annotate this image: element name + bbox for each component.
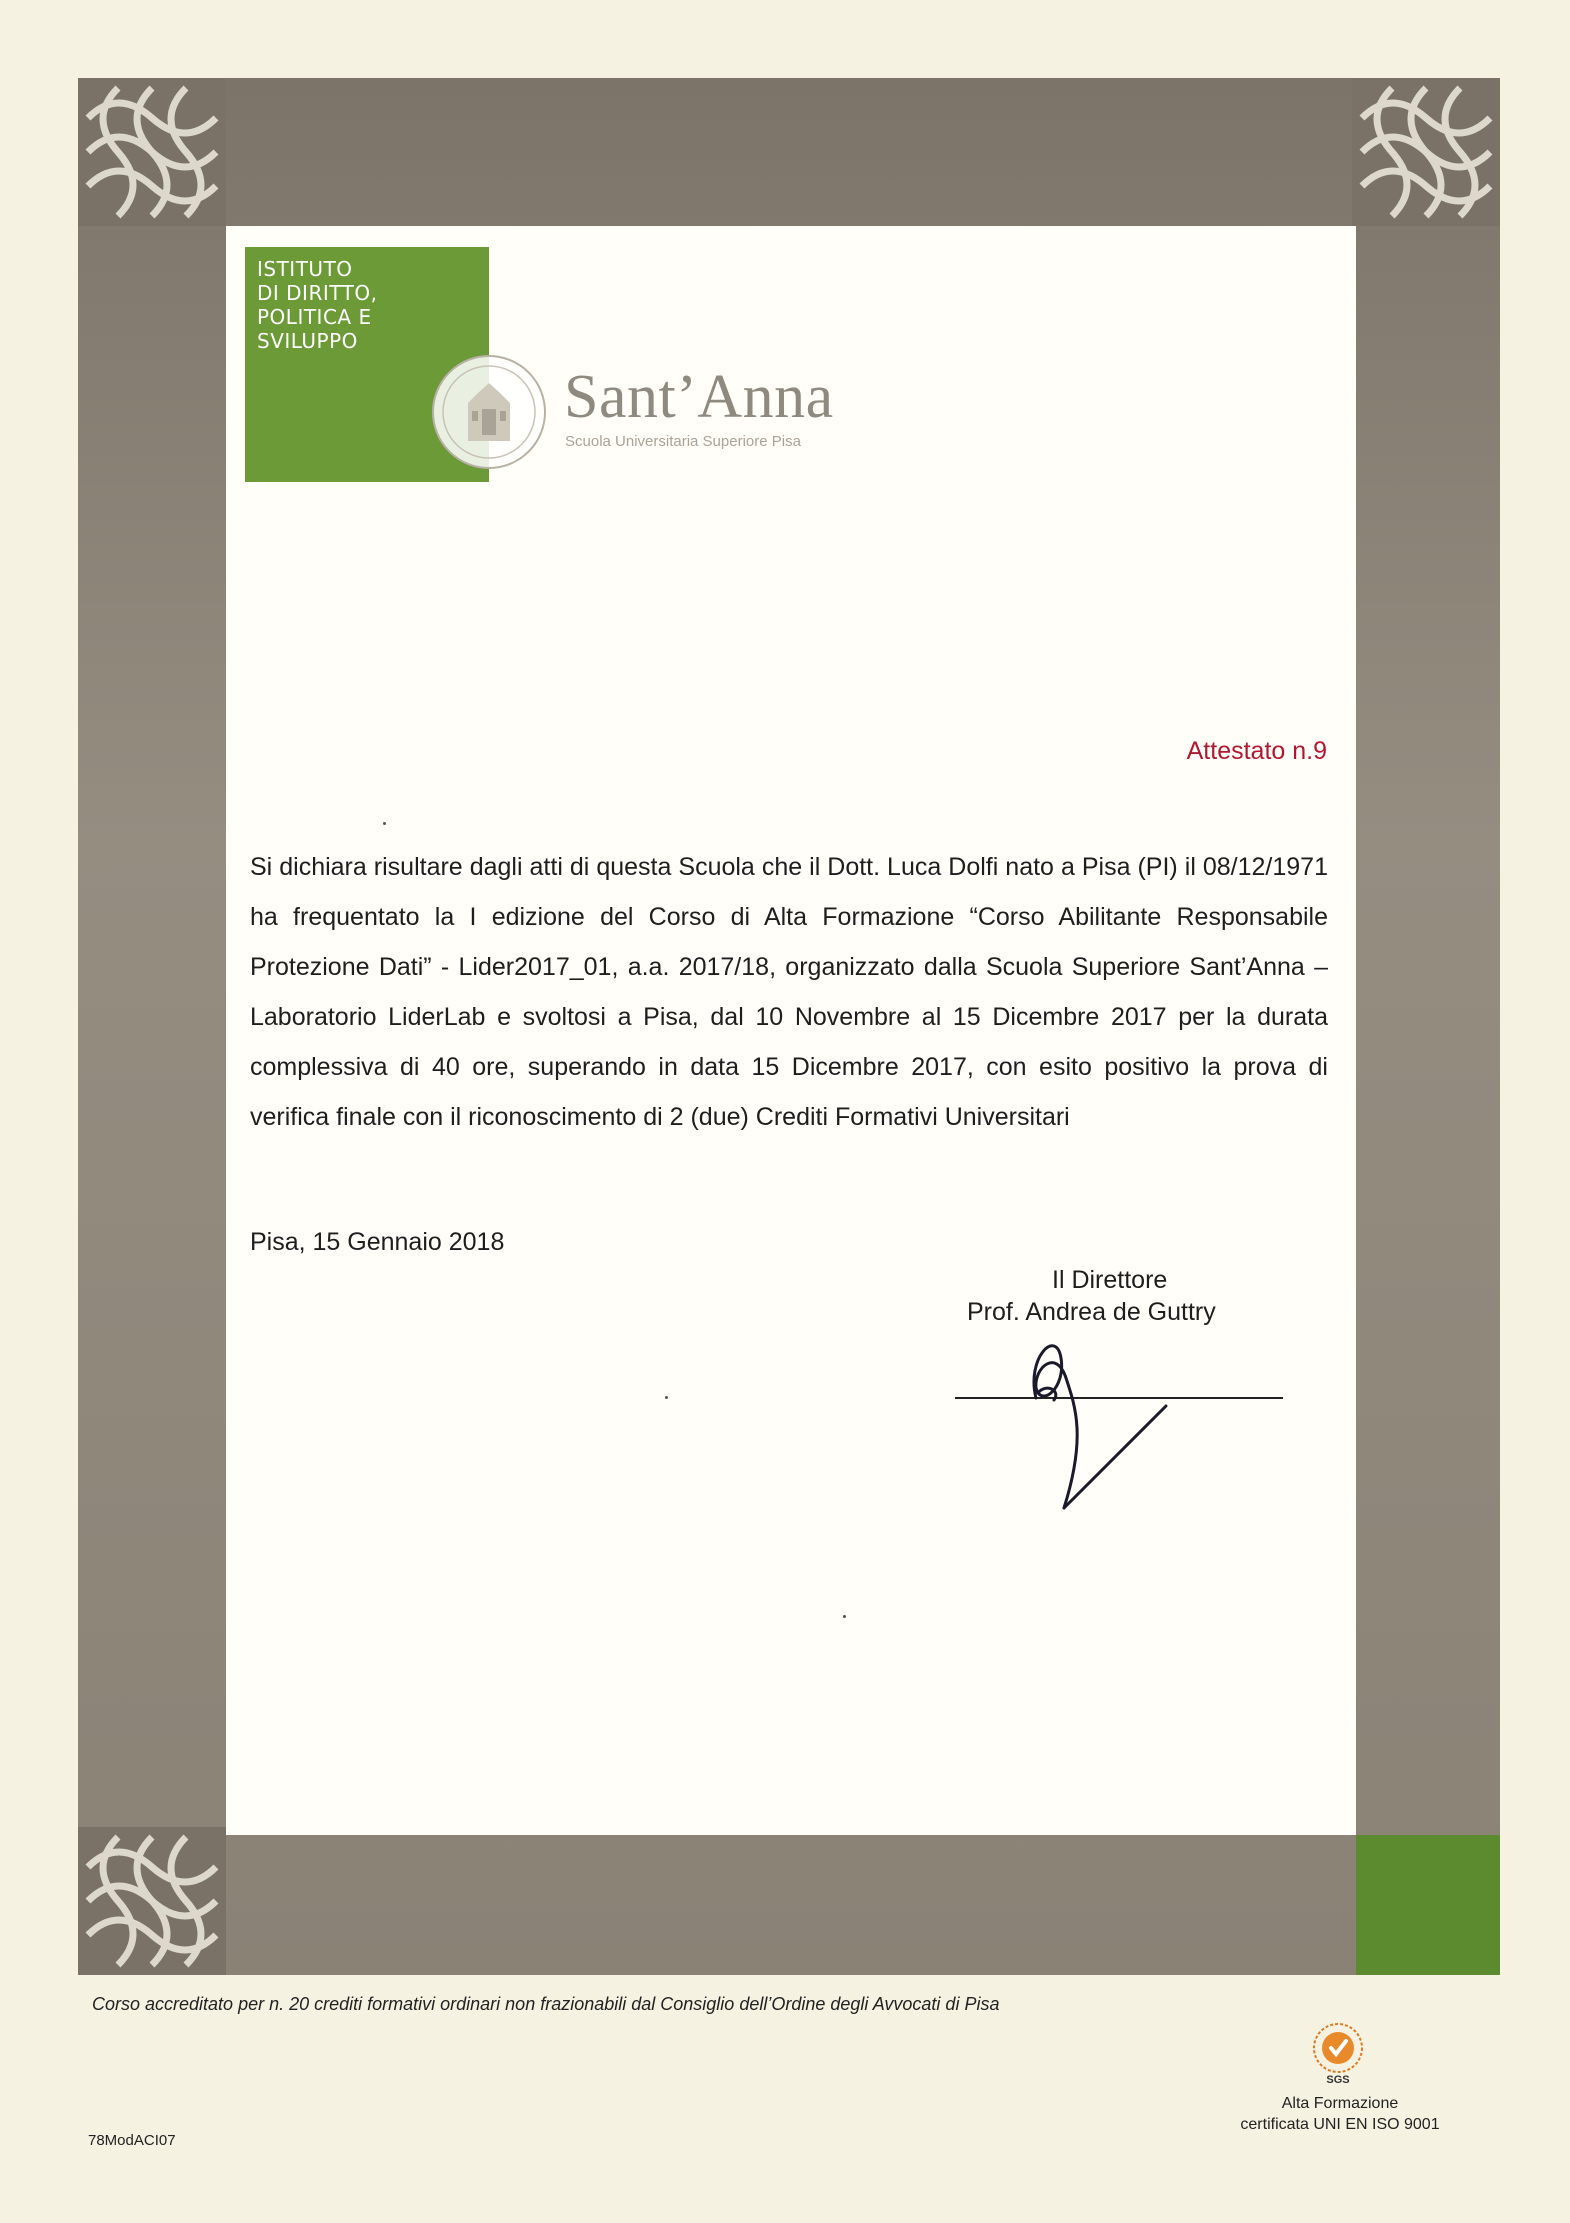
- certificate-body: Si dichiara risultare dagli atti di questa Scuola che il Dott. Luca Dolfi nato a Pisa (PI) il 08/12/1971 ha frequentato la I edizione del Corso di Alta Formazione “Corso Abilitante Responsabile Protezione Dati” - Lider2017_01, a.a. 2017/18, organizzato dalla Scuola Superiore Sant’Anna – Laboratorio LiderLab e svoltosi a Pisa, dal 10 Novembre al 15 Dicembre 2017 per la durata complessiva di 40 ore, superando in data 15 Dicembre 2017, con esito positivo la prova di verifica finale con il riconoscimento di 2 (due) Crediti Formativi Universitari: [250, 853, 1328, 1131]
- institute-line: POLITICA E: [257, 305, 372, 329]
- certificate-number: Attestato n.9: [1186, 737, 1327, 765]
- director-name: Prof. Andrea de Guttry: [967, 1298, 1216, 1326]
- knot-ornament-icon: [78, 78, 226, 226]
- cert-line: certificata UNI EN ISO 9001: [1240, 2116, 1440, 2133]
- university-name: Sant’Anna: [564, 363, 834, 431]
- paper-speck: [665, 1396, 668, 1399]
- paper-speck: [383, 822, 386, 825]
- sgs-label: SGS: [1326, 2074, 1350, 2086]
- director-title: Il Direttore: [1052, 1266, 1168, 1294]
- iso-certification: [1220, 2093, 1460, 2135]
- university-seal-icon: [430, 353, 548, 471]
- paper-speck: [843, 1615, 846, 1618]
- institute-line: ISTITUTO: [257, 257, 353, 281]
- institute-line: SVILUPPO: [257, 329, 358, 353]
- sgs-certification-icon: [1308, 2020, 1368, 2080]
- university-subtitle: Scuola Universitaria Superiore Pisa: [565, 433, 801, 450]
- place-date: Pisa, 15 Gennaio 2018: [250, 1228, 505, 1256]
- green-corner-block: [1356, 1835, 1500, 1975]
- accreditation-note: Corso accreditato per n. 20 crediti formativi ordinari non frazionabili dal Consiglio dell’Ordine degli Avvocati di Pisa: [92, 1994, 1000, 2014]
- knot-ornament-icon: [1352, 78, 1500, 226]
- document-code: 78ModACI07: [88, 2132, 176, 2149]
- knot-ornament-icon: [78, 1827, 226, 1975]
- institute-line: DI DIRITTO,: [257, 281, 378, 305]
- handwritten-signature-icon: [1016, 1318, 1216, 1528]
- cert-line: Alta Formazione: [1281, 2095, 1399, 2112]
